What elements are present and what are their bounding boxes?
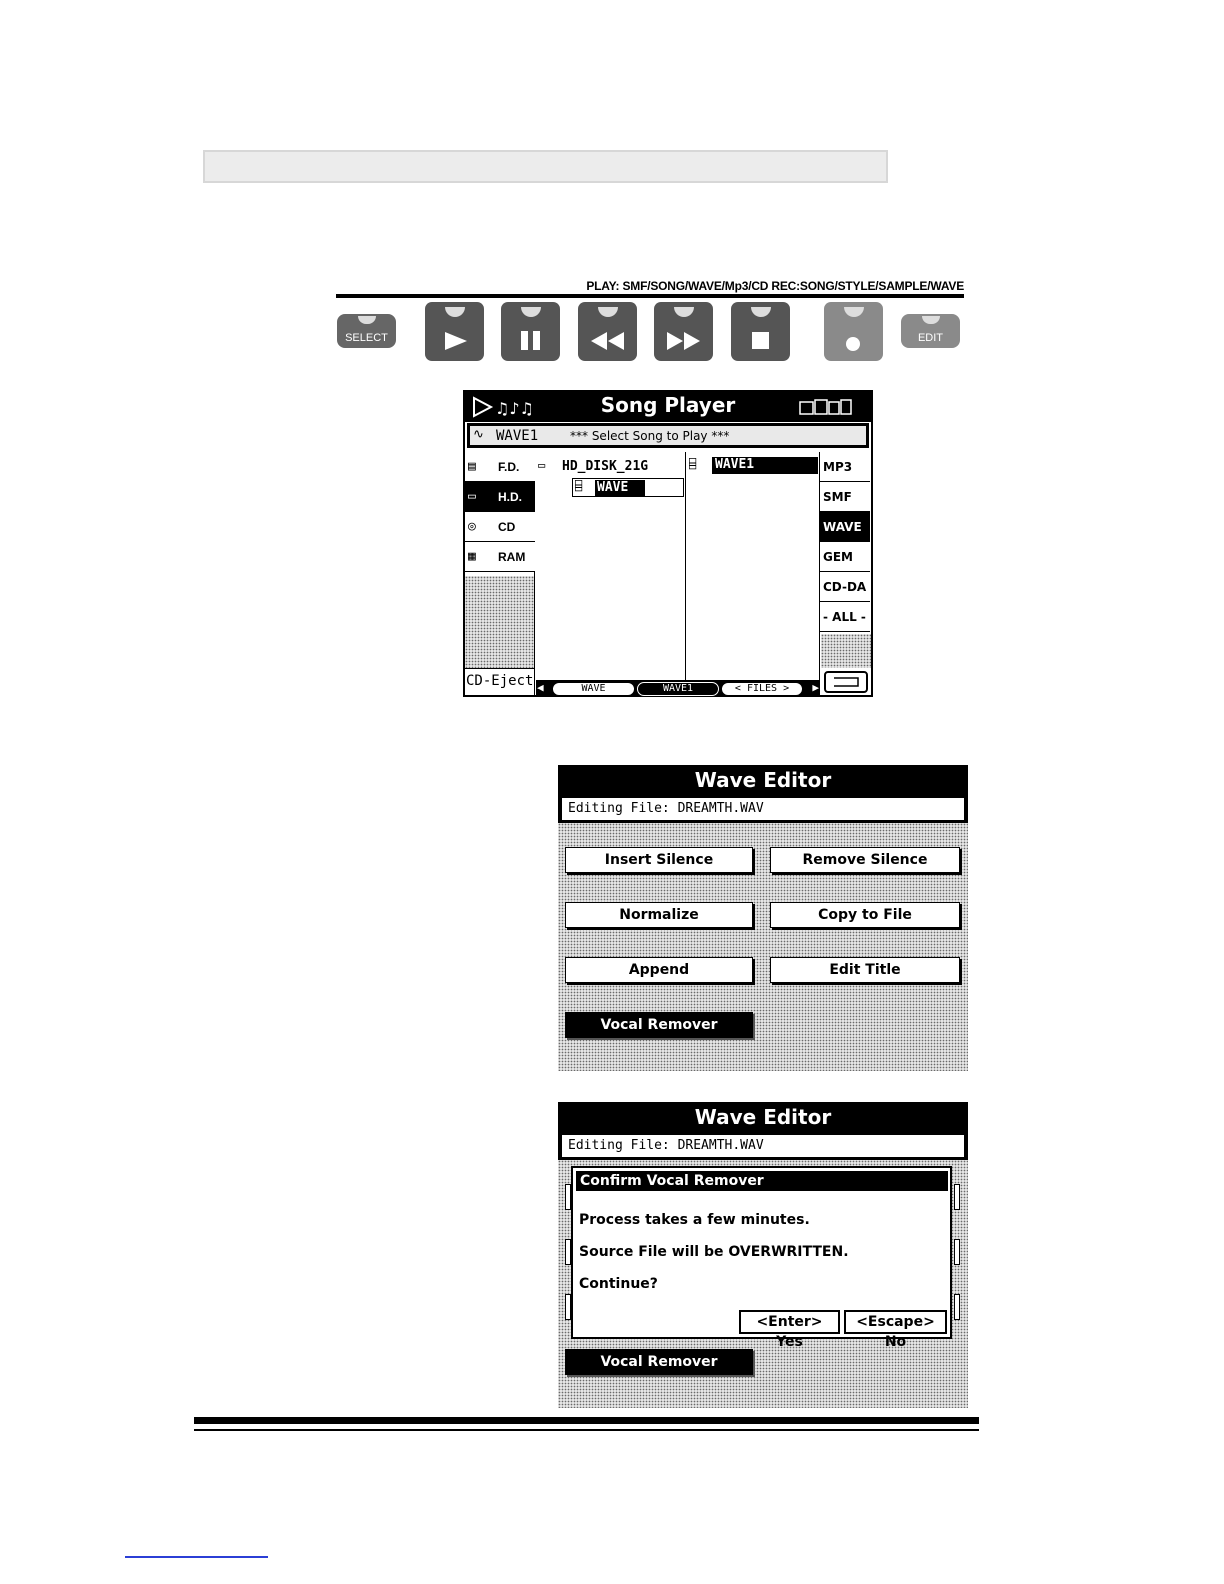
filter-all[interactable]: - ALL - xyxy=(820,602,870,632)
folder-name: WAVE xyxy=(595,480,645,496)
confirm-yes-button[interactable]: <Enter> Yes xyxy=(739,1310,840,1334)
fast-forward-button[interactable] xyxy=(654,302,713,361)
source-label: CD xyxy=(498,520,516,534)
filter-mp3[interactable]: MP3 xyxy=(820,452,870,482)
vocal-remover-button[interactable]: Vocal Remover xyxy=(565,1012,753,1038)
scroll-left-icon[interactable]: ◀ xyxy=(537,681,544,694)
footer-rule xyxy=(194,1417,979,1424)
play-icon xyxy=(425,302,484,361)
source-label: F.D. xyxy=(498,460,520,474)
filter-column xyxy=(820,452,871,695)
header-banner xyxy=(203,150,888,183)
transport-rule xyxy=(336,294,964,298)
song-player-title: Song Player xyxy=(600,393,736,417)
filter-smf[interactable]: SMF xyxy=(820,482,870,512)
stop-button[interactable] xyxy=(731,302,790,361)
source-hard-disk[interactable] xyxy=(465,482,535,512)
footer-rule-thin xyxy=(194,1429,979,1431)
song-player-title-bar xyxy=(465,392,871,422)
path-item-folder[interactable]: WAVE xyxy=(552,682,635,696)
dialog-title: Confirm Vocal Remover xyxy=(576,1171,948,1191)
rewind-icon xyxy=(578,302,637,361)
folder-icon: ⌸ xyxy=(575,479,583,493)
select-led xyxy=(358,316,376,324)
cd-eject-button[interactable]: CD-Eject xyxy=(465,668,534,695)
status-message: *** Select Song to Play *** xyxy=(570,429,730,443)
edit-button[interactable] xyxy=(901,314,960,348)
source-pattern xyxy=(465,576,534,668)
select-label: SELECT xyxy=(345,332,388,344)
folder-pane xyxy=(536,452,686,680)
edit-led xyxy=(922,316,940,324)
insert-silence-button[interactable]: Insert Silence xyxy=(565,847,753,873)
file-item[interactable]: WAVE1 xyxy=(712,457,818,474)
copy-to-file-button[interactable]: Copy to File xyxy=(770,902,960,928)
record-icon xyxy=(824,302,883,361)
edit-title-button[interactable]: Edit Title xyxy=(770,957,960,983)
repeat-icon xyxy=(826,673,866,691)
folder-item[interactable] xyxy=(572,478,684,497)
path-item-files[interactable]: < FILES > xyxy=(721,682,803,696)
pause-icon xyxy=(501,302,560,361)
source-cd[interactable] xyxy=(465,512,535,542)
pause-button[interactable] xyxy=(501,302,560,361)
dialog-warning: Source File will be OVERWRITTEN. xyxy=(579,1244,849,1260)
filter-gem[interactable]: GEM xyxy=(820,542,870,572)
song-player-screen xyxy=(463,390,873,697)
source-label: H.D. xyxy=(498,490,522,504)
normalize-button[interactable]: Normalize xyxy=(565,902,753,928)
source-floppy[interactable] xyxy=(465,452,535,482)
disk-name[interactable]: HD_DISK_21G xyxy=(562,459,649,474)
svg-text:♫♪♫: ♫♪♫ xyxy=(495,399,534,418)
path-item-file[interactable]: WAVE1 xyxy=(637,682,719,696)
filter-wave[interactable]: WAVE xyxy=(820,512,870,542)
confirm-no-button[interactable]: <Escape> No xyxy=(844,1310,947,1334)
scroll-right-icon[interactable]: ▶ xyxy=(812,681,819,694)
storage-indicator-icon xyxy=(799,398,853,416)
stop-icon xyxy=(731,302,790,361)
filter-pattern xyxy=(821,634,871,668)
ram-icon: ▦ xyxy=(468,549,476,564)
confirm-dialog xyxy=(571,1166,952,1350)
wave-icon: ∿ xyxy=(473,427,484,442)
hidden-button-edge xyxy=(954,1184,960,1210)
rewind-button[interactable] xyxy=(578,302,637,361)
vocal-remover-button[interactable]: Vocal Remover xyxy=(565,1349,753,1375)
dialog-question: Continue? xyxy=(579,1276,658,1292)
remove-silence-button[interactable]: Remove Silence xyxy=(770,847,960,873)
file-pane xyxy=(687,452,820,680)
editing-file-field: Editing File: DREAMTH.WAV xyxy=(561,1134,965,1158)
append-button[interactable]: Append xyxy=(565,957,753,983)
current-song-name: WAVE1 xyxy=(496,428,539,444)
source-label: RAM xyxy=(498,550,526,564)
folder-icon: ⌸ xyxy=(689,457,697,471)
play-button[interactable] xyxy=(425,302,484,361)
transport-caption: PLAY: SMF/SONG/WAVE/Mp3/CD REC:SONG/STYLE/SAMPLE/WAVE xyxy=(586,279,964,293)
source-column xyxy=(465,452,535,695)
select-button[interactable] xyxy=(337,314,396,348)
fast-forward-icon xyxy=(654,302,713,361)
floppy-drive-icon: ▤ xyxy=(468,459,476,474)
repeat-toggle[interactable] xyxy=(824,671,868,693)
song-info-bar xyxy=(467,423,869,448)
wave-editor-menu-screen xyxy=(558,765,968,1071)
hard-disk-icon: ▭ xyxy=(468,489,476,504)
hard-disk-icon: ▭ xyxy=(538,458,546,472)
hidden-button-edge xyxy=(954,1294,960,1320)
footer-link-underline xyxy=(125,1556,268,1558)
wave-editor-confirm-screen xyxy=(558,1102,968,1408)
filter-cd-da[interactable]: CD-DA xyxy=(820,572,870,602)
source-ram[interactable] xyxy=(465,542,535,572)
wave-editor-title: Wave Editor xyxy=(694,768,832,792)
hidden-button-edge xyxy=(954,1239,960,1265)
wave-editor-title: Wave Editor xyxy=(694,1105,832,1129)
dialog-message: Process takes a few minutes. xyxy=(579,1212,810,1228)
record-button[interactable] xyxy=(824,302,883,361)
cd-drive-icon: ◎ xyxy=(468,519,476,534)
edit-label: EDIT xyxy=(917,332,944,344)
editing-file-field: Editing File: DREAMTH.WAV xyxy=(561,797,965,821)
